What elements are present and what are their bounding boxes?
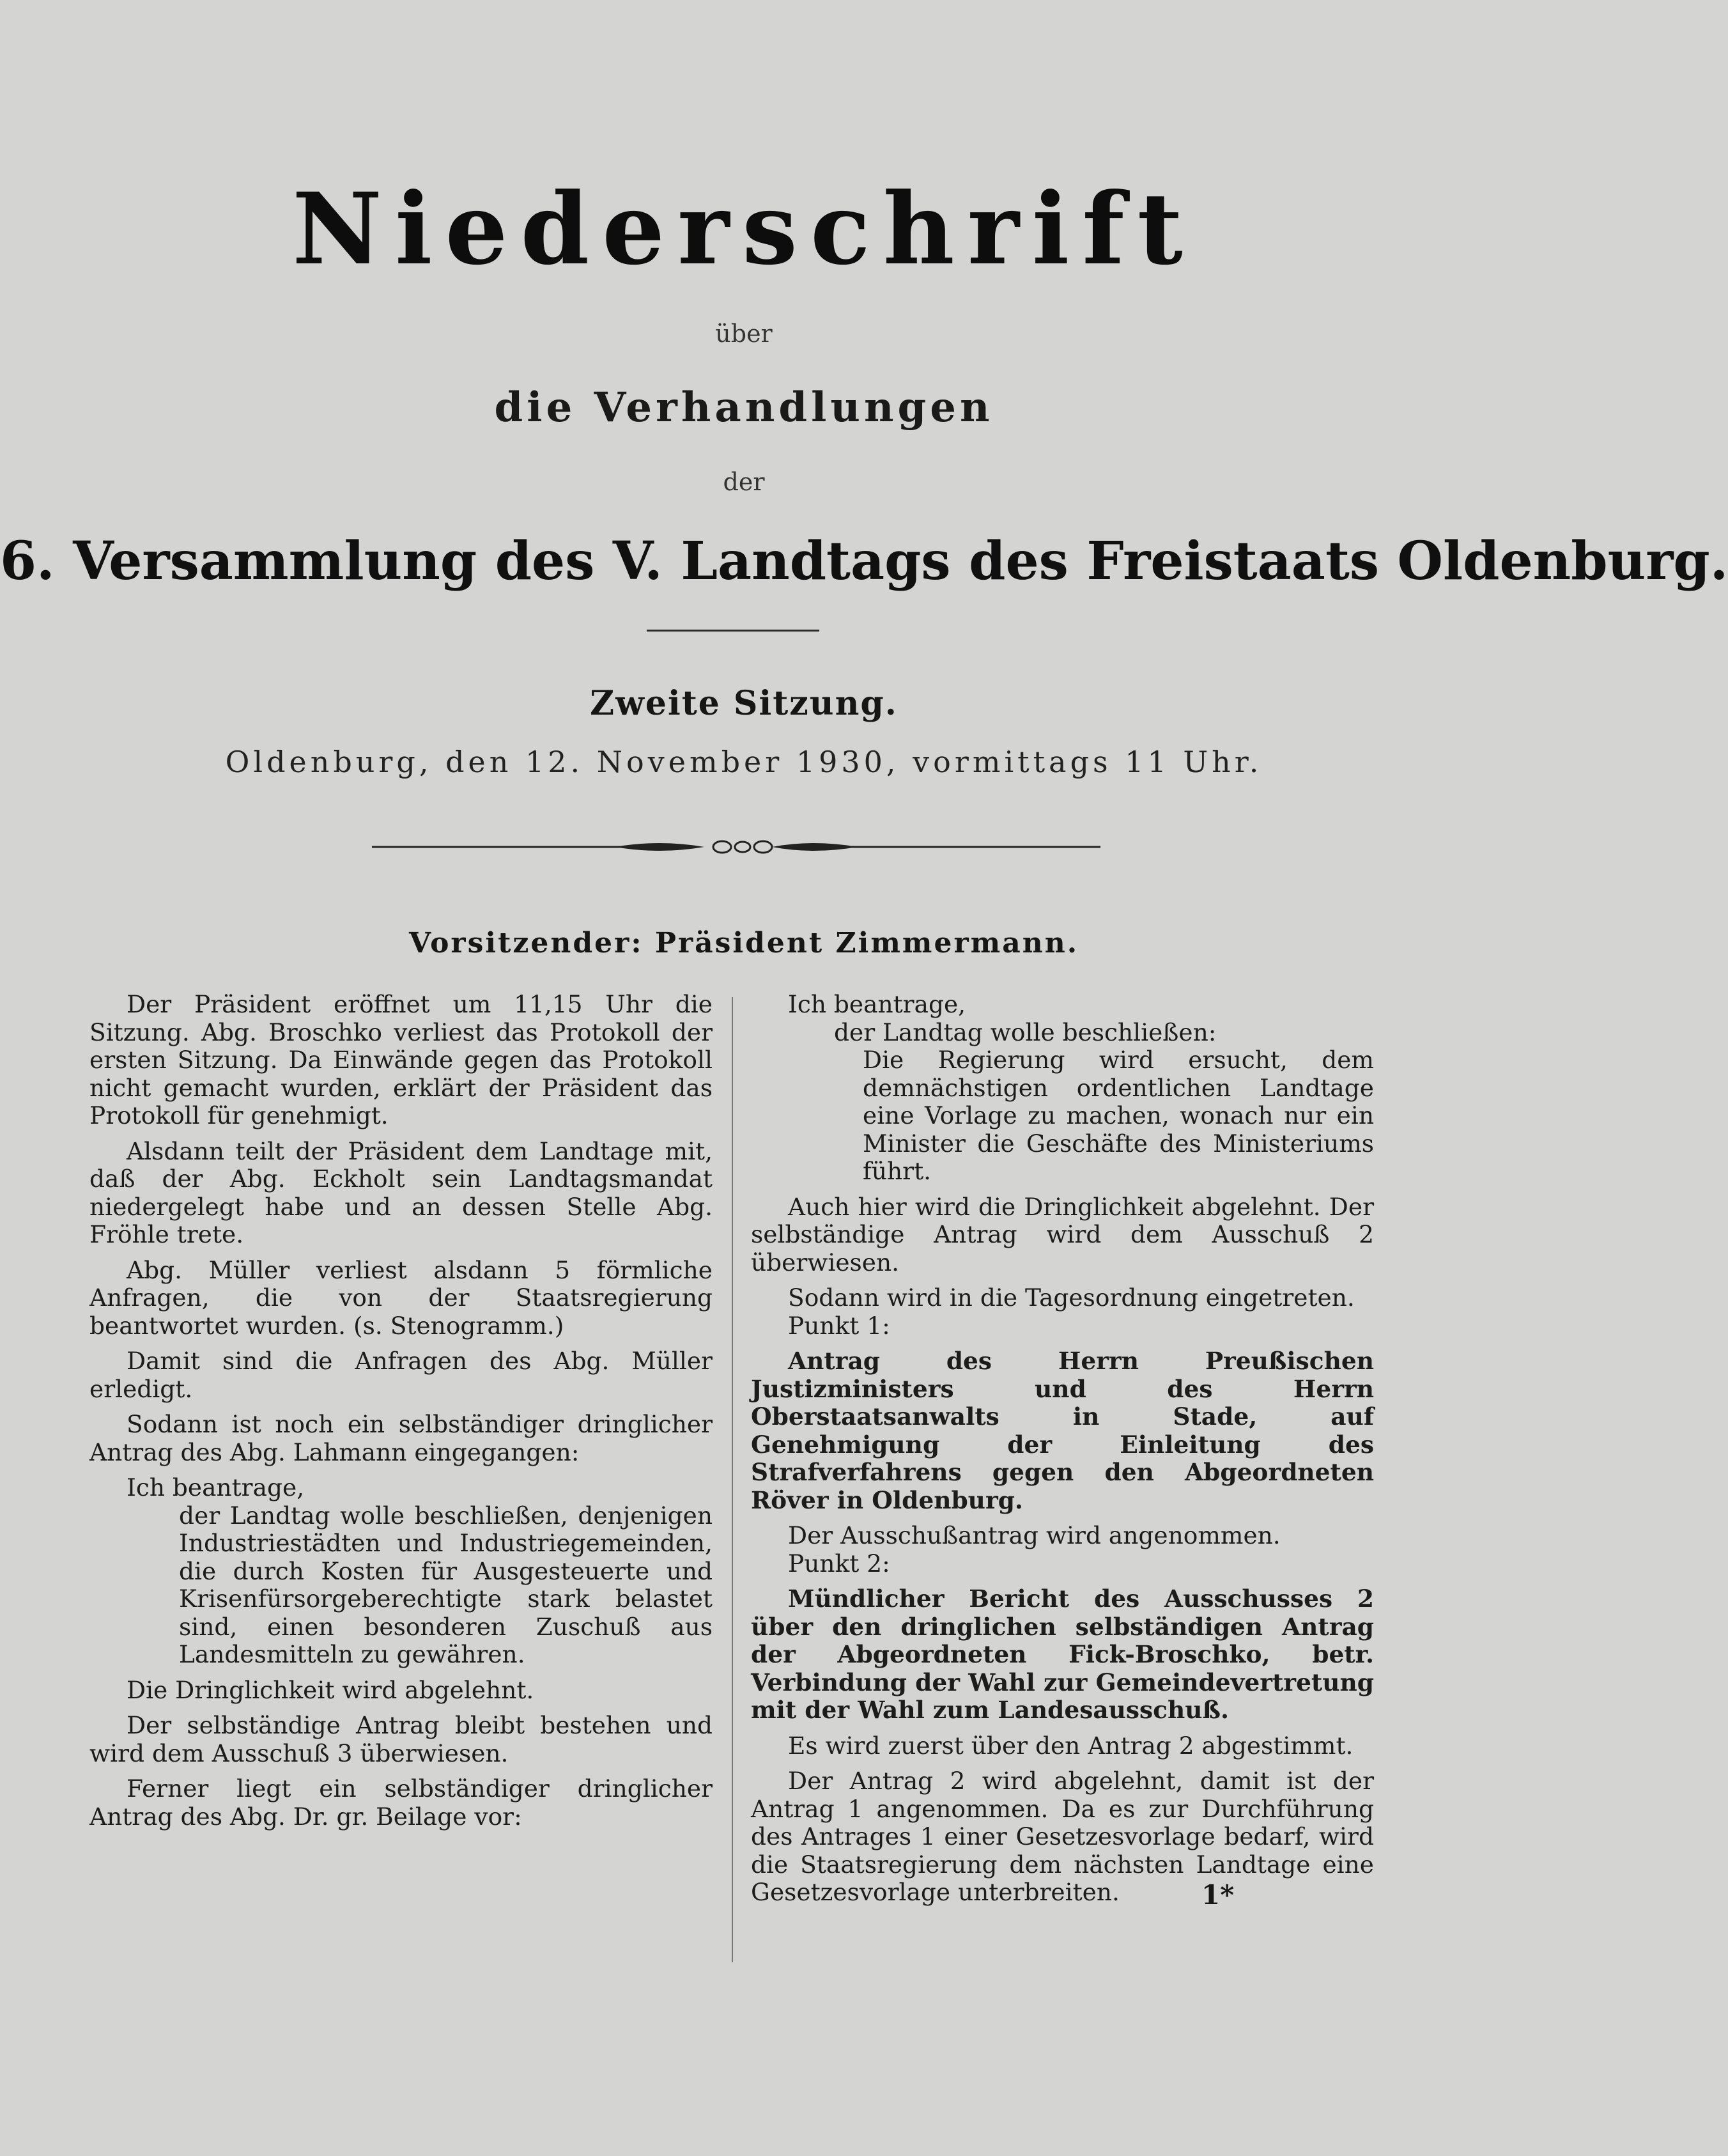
dateline: Oldenburg, den 12. November 1930, vormittags 11 Uhr. — [225, 745, 1263, 779]
paragraph: Sodann ist noch ein selbständiger dringlicher Antrag des Abg. Lahmann eingegangen: — [89, 1410, 713, 1466]
paragraph: Damit sind die Anfragen des Abg. Müller erledigt. — [89, 1347, 713, 1403]
agenda-point: Punkt 1: — [788, 1311, 890, 1340]
document-title: Niederschrift — [292, 171, 1196, 287]
short-rule — [647, 630, 819, 632]
motion-intro: Ich beantrage, — [127, 1473, 305, 1501]
paragraph: Sodann wird in die Tagesordnung eingetreten. — [788, 1284, 1355, 1312]
paragraph: Der Präsident eröffnet um 11,15 Uhr die Sitzung. Abg. Broschko verliest das Protokoll der ersten Sitzung. Da Einwände gegen das Protokoll nicht gemacht wurden, erklärt der Präsident das Protokoll für genehmigt. — [89, 990, 713, 1129]
paragraph: Abg. Müller verliest alsdann 5 förmliche Anfragen, die von der Staatsregierung beantwortet wurden. (s. Stenogramm.) — [89, 1255, 713, 1340]
column-divider — [732, 997, 733, 1962]
session-heading: Zweite Sitzung. — [590, 684, 898, 723]
paragraph: Ferner liegt ein selbständiger dringlicher Antrag des Abg. Dr. gr. Beilage vor: — [89, 1774, 713, 1831]
paragraph: Auch hier wird die Dringlichkeit abgelehnt. Der selbständige Antrag wird dem Ausschuß 2 überwiesen. — [751, 1192, 1374, 1276]
motion-clause: der Landtag wolle beschließen: — [834, 1018, 1217, 1046]
left-column — [89, 991, 713, 1838]
agenda-point: Punkt 2: — [788, 1549, 890, 1578]
paragraph: Der Ausschußantrag wird angenommen. — [788, 1521, 1281, 1549]
page-number: 1* — [1201, 1879, 1235, 1911]
motion-text: der Landtag wolle beschließen, denjenigen Industriestädten und Industriegemeinden, die durch Kosten für Ausgesteuerte und Krisenfürsorgeberechtigte stark belastet sind, einen besonderen Zuschuß aus Landesmitteln zu gewähren. — [179, 1501, 713, 1668]
title-verhandlungen: die Verhandlungen — [494, 384, 994, 431]
assembly-heading: 6. Versammlung des V. Landtags des Freistaats Oldenburg. — [0, 531, 1728, 592]
agenda-item-title: Mündlicher Bericht des Ausschusses 2 über den dringlichen selbständigen Antrag der Abgeordneten Fick-Broschko, betr. Verbindung der Wahl zur Gemeindevertretung mit der Wahl zum Landesausschuß. — [751, 1585, 1374, 1724]
paragraph: Der Antrag 2 wird abgelehnt, damit ist der Antrag 1 angenommen. Da es zur Durchführung des Antrages 1 einer Gesetzesvorlage bedarf, wird die Staatsregierung dem nächsten Landtage eine Gesetzesvorlage unterbreiten. — [751, 1767, 1374, 1906]
motion-intro: Ich beantrage, — [788, 990, 966, 1018]
title-ueber: über — [715, 320, 773, 348]
paragraph: Es wird zuerst über den Antrag 2 abgestimmt. — [788, 1731, 1354, 1760]
ornamental-rule — [372, 834, 1100, 860]
title-der: der — [723, 468, 765, 496]
chair-line: Vorsitzender: Präsident Zimmermann. — [408, 927, 1079, 959]
paragraph: Die Dringlichkeit wird abgelehnt. — [127, 1675, 534, 1704]
agenda-item-title: Antrag des Herrn Preußischen Justizministers und des Herrn Oberstaatsanwalts in Stade, auf Genehmigung der Einleitung des Strafverfahrens gegen den Abgeordneten Röver in Oldenburg. — [751, 1347, 1374, 1514]
right-column — [751, 991, 1374, 1914]
motion-text: Die Regierung wird ersucht, dem demnächstigen ordentlichen Landtage eine Vorlage zu machen, wonach nur ein Minister die Geschäfte des Ministeriums führt. — [863, 1046, 1374, 1185]
paragraph: Alsdann teilt der Präsident dem Landtage mit, daß der Abg. Eckholt sein Landtagsmandat niedergelegt habe und an dessen Stelle Abg. Fröhle trete. — [89, 1136, 713, 1248]
paragraph: Der selbständige Antrag bleibt bestehen und wird dem Ausschuß 3 überwiesen. — [89, 1711, 713, 1767]
